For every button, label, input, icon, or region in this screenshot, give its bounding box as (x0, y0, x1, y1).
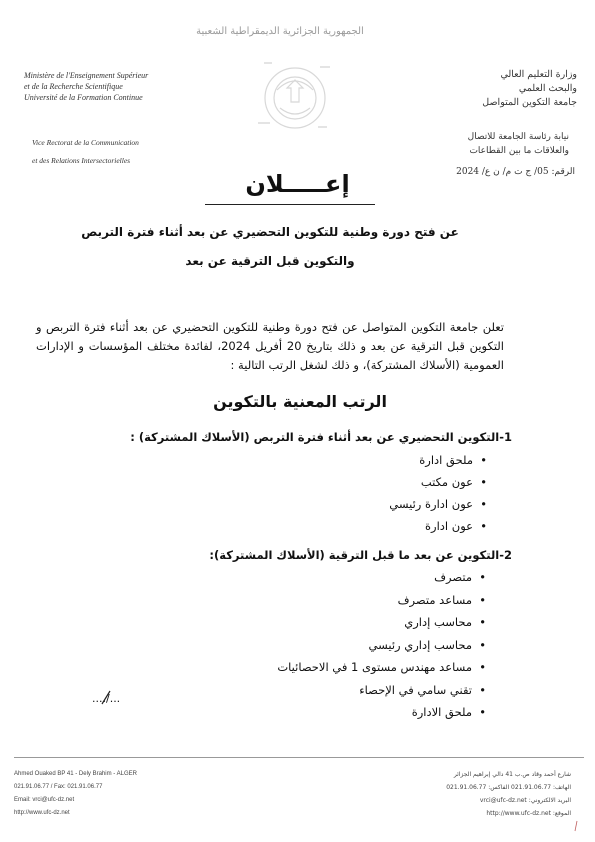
list-item: • متصرف (190, 570, 490, 593)
list-item: • عون ادارة رئيسي (191, 497, 491, 519)
french-header-line: et de la Recherche Scientifique (24, 82, 123, 91)
french-sub-line: Vice Rectorat de la Communication (32, 138, 139, 147)
french-ministry-header (24, 70, 214, 103)
footer-line: البريد الالكتروني: vrci@ufc-dz.net (479, 797, 571, 804)
footer-line: 021.91.06.77 / Fax: 021.91.06.77 (14, 784, 103, 790)
french-header-line: Ministère de l'Enseignement Supérieur (24, 71, 149, 80)
list-item: • ملحق الادارة (190, 705, 490, 728)
footer-line: الموقع: http://www.ufc-dz.net (486, 810, 571, 817)
french-vice-rectorat (32, 134, 202, 170)
footer-contact-french (14, 768, 254, 820)
french-sub-line: et des Relations Intersectorielles (32, 156, 131, 165)
footer-divider (14, 757, 584, 758)
announcement-paragraph: تعلن جامعة التكوين المتواصل عن فتح دورة وطنية للتكوين التحضيري عن بعد أثناء فترة التربص و التكوين قبل الترقية عن بعد و ذلك بتاريخ 20 أفريل 2024، لفائدة مختلف المؤسسات و الإدارات العمومية (الأسلاك المشتركة)، و ذلك لشغل الرتب التالية : (36, 320, 504, 372)
section-2-list (190, 570, 490, 728)
arabic-vice-rectorat (369, 130, 569, 158)
footer-line: http://www.ufc-dz.net (14, 810, 70, 816)
arabic-header-line: وزارة التعليم العالي (500, 69, 577, 80)
announcement-title: إعـــــلان (245, 170, 350, 198)
section-1-heading: 1-التكوين التحضيري عن بعد أثناء فترة التربص (الأسلاك المشتركة) : (130, 430, 512, 444)
list-item: • محاسب إداري (190, 615, 490, 638)
arabic-sub-line: نيابة رئاسة الجامعة للاتصال (467, 132, 569, 142)
margin-mark-icon (572, 820, 580, 832)
footer-line: Ahmed Ouaked BP 41 - Dely Brahim - ALGER (14, 771, 137, 777)
footer-line: شارع أحمد وقاد ص.ب 41 دالي إبراهيم الجزائر (453, 771, 571, 778)
subtitle-line-2: والتكوين قبل الترقية عن بعد (185, 254, 355, 268)
list-item: • تقني سامي في الإحصاء (190, 683, 490, 706)
list-item: • ملحق ادارة (191, 453, 491, 475)
section-1-list (191, 453, 491, 541)
university-logo (240, 50, 350, 150)
ranks-section-heading: الرتب المعنية بالتكوين (213, 392, 387, 411)
footer-line: الهاتف: 021.91.06.77 الفاكس: 021.91.06.77 (446, 784, 571, 791)
footer-line: Email: vrci@ufc-dz.net (14, 797, 75, 803)
title-underline (205, 204, 375, 205)
arabic-ministry-header (377, 68, 577, 110)
footer-contact-arabic (331, 768, 571, 820)
reference-number: الرقم: 05/ ج ت م/ ن ع/ 2024 (456, 167, 575, 177)
list-item: • عون مكتب (191, 475, 491, 497)
arabic-header-line: جامعة التكوين المتواصل (482, 97, 577, 108)
arabic-header-line: والبحث العلمي (518, 83, 577, 94)
list-item: • مساعد متصرف (190, 593, 490, 616)
french-header-line: Université de la Formation Continue (24, 93, 143, 102)
list-item: • مساعد مهندس مستوى 1 في الاحصائيات (190, 660, 490, 683)
list-item: • عون ادارة (191, 519, 491, 541)
continuation-ellipsis: ..../... (92, 692, 121, 705)
list-item: • محاسب إداري رئيسي (190, 638, 490, 661)
section-2-heading: 2-التكوين عن بعد ما قبل الترقية (الأسلاك المشتركة): (209, 548, 512, 562)
subtitle-line-1: عن فتح دورة وطنية للتكوين التحضيري عن بعد أثناء فترة التربص (81, 225, 459, 239)
republic-header: الجمهورية الجزائرية الديمقراطية الشعبية (196, 26, 364, 37)
arabic-sub-line: والعلاقات ما بين القطاعات (469, 146, 569, 156)
